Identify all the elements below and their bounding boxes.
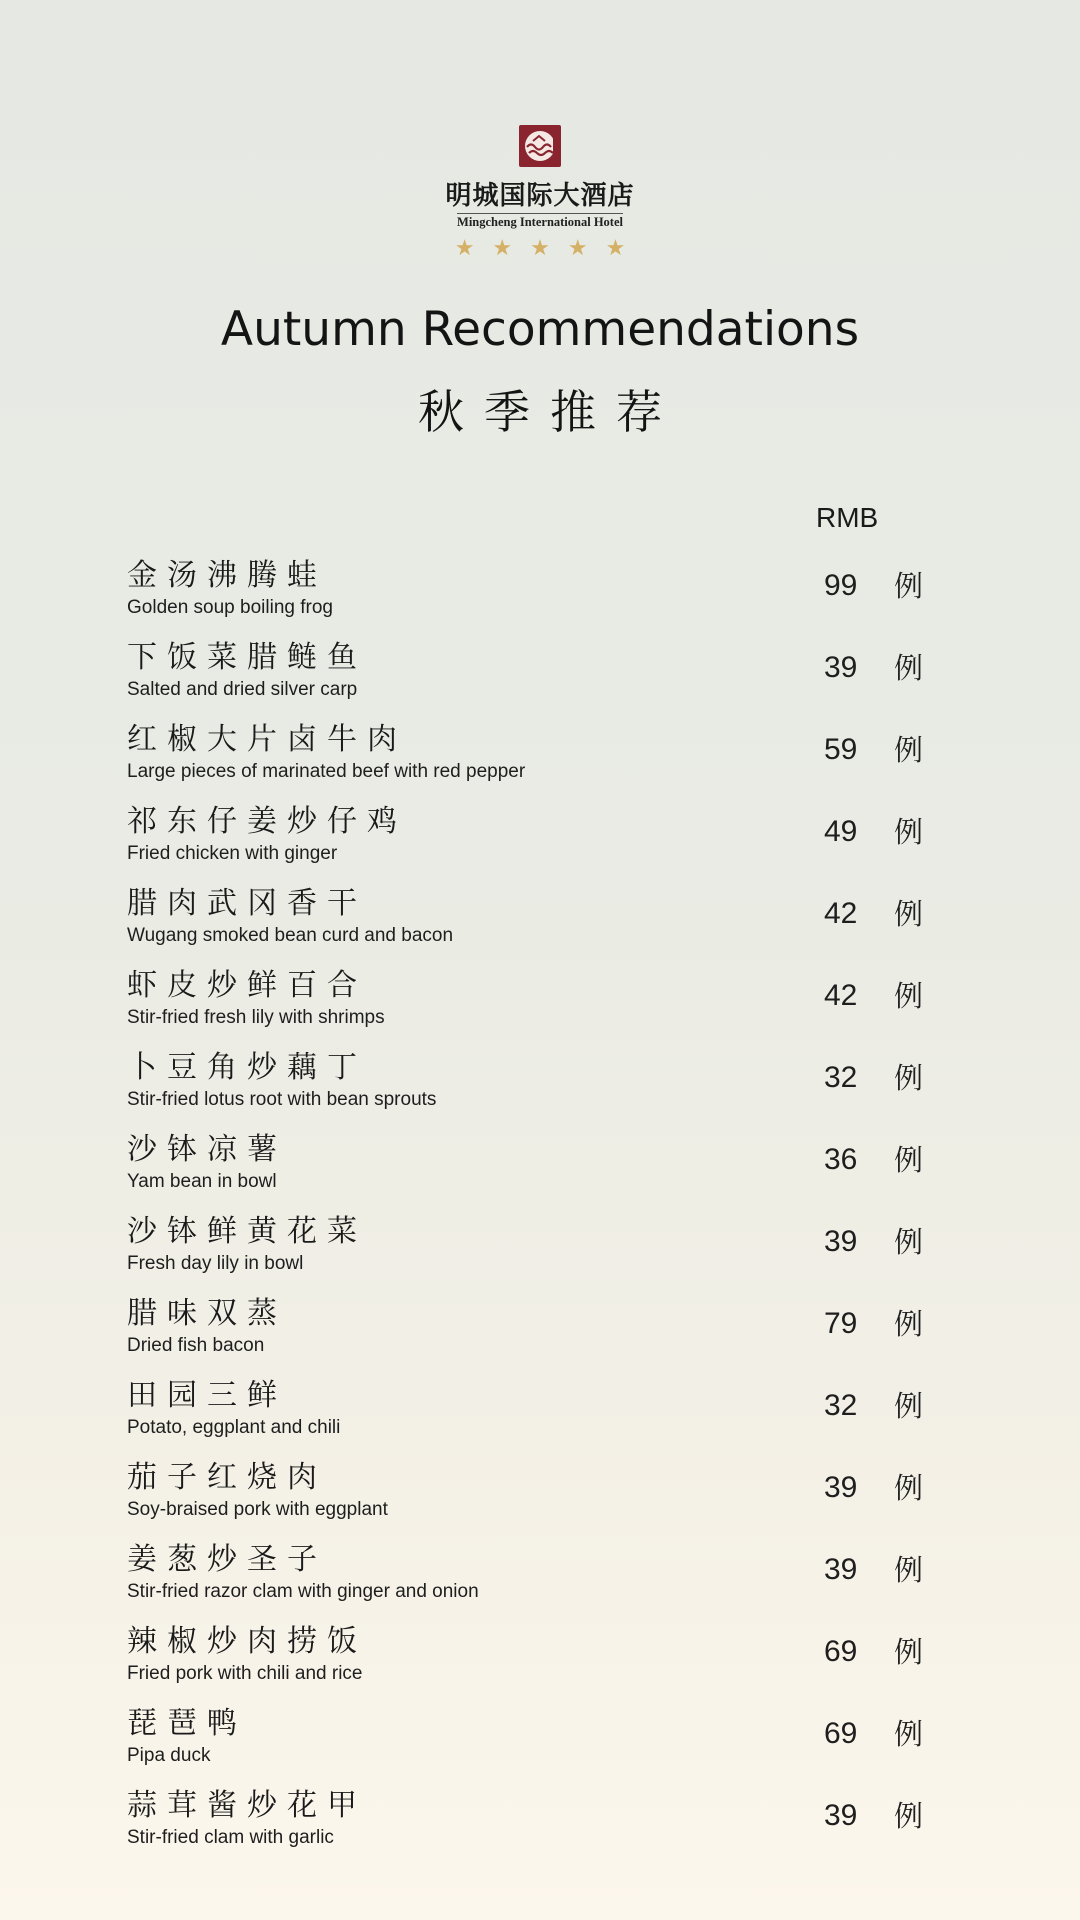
dish-price: 99 [824,569,858,602]
dish-name-cn: 虾皮炒鲜百合 [127,968,367,1003]
currency-label: RMB [816,502,879,533]
dish-name-cn: 祁东仔姜炒仔鸡 [127,804,407,839]
dish-unit: 例 [894,1635,924,1669]
dish-price: 79 [824,1307,858,1340]
dish-name-en: Potato, eggplant and chili [127,1417,341,1438]
dish-name-cn: 腊味双蒸 [127,1296,287,1331]
menu-item [0,1622,1080,1704]
dish-name-en: Yam bean in bowl [127,1171,277,1192]
dish-price: 69 [824,1635,858,1668]
dish-price: 42 [824,979,858,1012]
dish-name-cn: 沙钵凉薯 [127,1132,287,1167]
dish-price: 32 [824,1389,858,1422]
dish-unit: 例 [894,1471,924,1505]
menu-item [0,1130,1080,1212]
dish-price: 36 [824,1143,858,1176]
menu-item [0,1458,1080,1540]
dish-name-en: Dried fish bacon [127,1335,265,1356]
menu-item [0,1376,1080,1458]
dish-name-cn: 辣椒炒肉捞饭 [127,1624,367,1659]
dish-price: 32 [824,1061,858,1094]
wave-mountain-logo-icon [519,125,561,167]
dish-name-en: Salted and dried silver carp [127,679,358,700]
dish-name-cn: 金汤沸腾蛙 [127,558,327,593]
menu-item [0,1294,1080,1376]
menu-item [0,1048,1080,1130]
dish-price: 42 [824,897,858,930]
menu-list [0,556,1080,1868]
dish-price: 59 [824,733,858,766]
dish-price: 69 [824,1717,858,1750]
menu-item [0,556,1080,638]
dish-name-cn: 下饭菜腊鲢鱼 [127,640,367,675]
dish-unit: 例 [894,1143,924,1177]
hotel-logo [0,125,1080,262]
dish-name-cn: 沙钵鲜黄花菜 [127,1214,367,1249]
menu-item [0,1704,1080,1786]
dish-name-cn: 红椒大片卤牛肉 [127,722,407,757]
dish-unit: 例 [894,979,924,1013]
dish-unit: 例 [894,569,924,603]
menu-item [0,720,1080,802]
dish-name-en: Golden soup boiling frog [127,597,333,618]
dish-name-cn: 卜豆角炒藕丁 [127,1050,367,1085]
page-title-en: Autumn Recommendations [220,302,860,357]
dish-name-en: Fresh day lily in bowl [127,1253,304,1274]
dish-unit: 例 [894,1717,924,1751]
menu-item [0,966,1080,1048]
dish-name-en: Stir-fried lotus root with bean sprouts [127,1089,437,1110]
dish-unit: 例 [894,1307,924,1341]
dish-name-en: Fried chicken with ginger [127,843,338,864]
dish-name-en: Stir-fried fresh lily with shrimps [127,1007,385,1028]
dish-price: 39 [824,1553,858,1586]
dish-name-en: Wugang smoked bean curd and bacon [127,925,454,946]
dish-name-cn: 琵琶鸭 [127,1706,247,1741]
dish-unit: 例 [894,651,924,685]
dish-name-cn: 腊肉武冈香干 [127,886,367,921]
menu-item [0,1786,1080,1868]
dish-unit: 例 [894,1389,924,1423]
dish-name-en: Stir-fried razor clam with ginger and onion [127,1581,479,1602]
dish-price: 39 [824,651,858,684]
dish-name-en: Soy-braised pork with eggplant [127,1499,388,1520]
dish-unit: 例 [894,1553,924,1587]
dish-price: 49 [824,815,858,848]
hotel-stars: ★★★★★ [454,236,644,261]
dish-unit: 例 [894,1799,924,1833]
dish-price: 39 [824,1799,858,1832]
dish-name-en: Pipa duck [127,1745,211,1766]
dish-unit: 例 [894,897,924,931]
menu-item [0,1540,1080,1622]
dish-name-en: Fried pork with chili and rice [127,1663,363,1684]
dish-price: 39 [824,1471,858,1504]
page-title-cn: 秋季推荐 [418,385,682,439]
hotel-name-cn: 明城国际大酒店 [445,181,635,211]
menu-item [0,1212,1080,1294]
menu-item [0,638,1080,720]
dish-name-en: Large pieces of marinated beef with red pepper [127,761,526,782]
dish-unit: 例 [894,733,924,767]
dish-unit: 例 [894,815,924,849]
hotel-name-en: Mingcheng International Hotel [457,215,623,229]
dish-name-en: Stir-fried clam with garlic [127,1827,334,1848]
menu-item [0,802,1080,884]
dish-name-cn: 田园三鲜 [127,1378,287,1413]
dish-name-cn: 蒜茸酱炒花甲 [127,1788,367,1823]
dish-price: 39 [824,1225,858,1258]
dish-name-cn: 茄子红烧肉 [127,1460,327,1495]
menu-item [0,884,1080,966]
dish-unit: 例 [894,1061,924,1095]
dish-name-cn: 姜葱炒圣子 [127,1542,327,1577]
dish-unit: 例 [894,1225,924,1259]
